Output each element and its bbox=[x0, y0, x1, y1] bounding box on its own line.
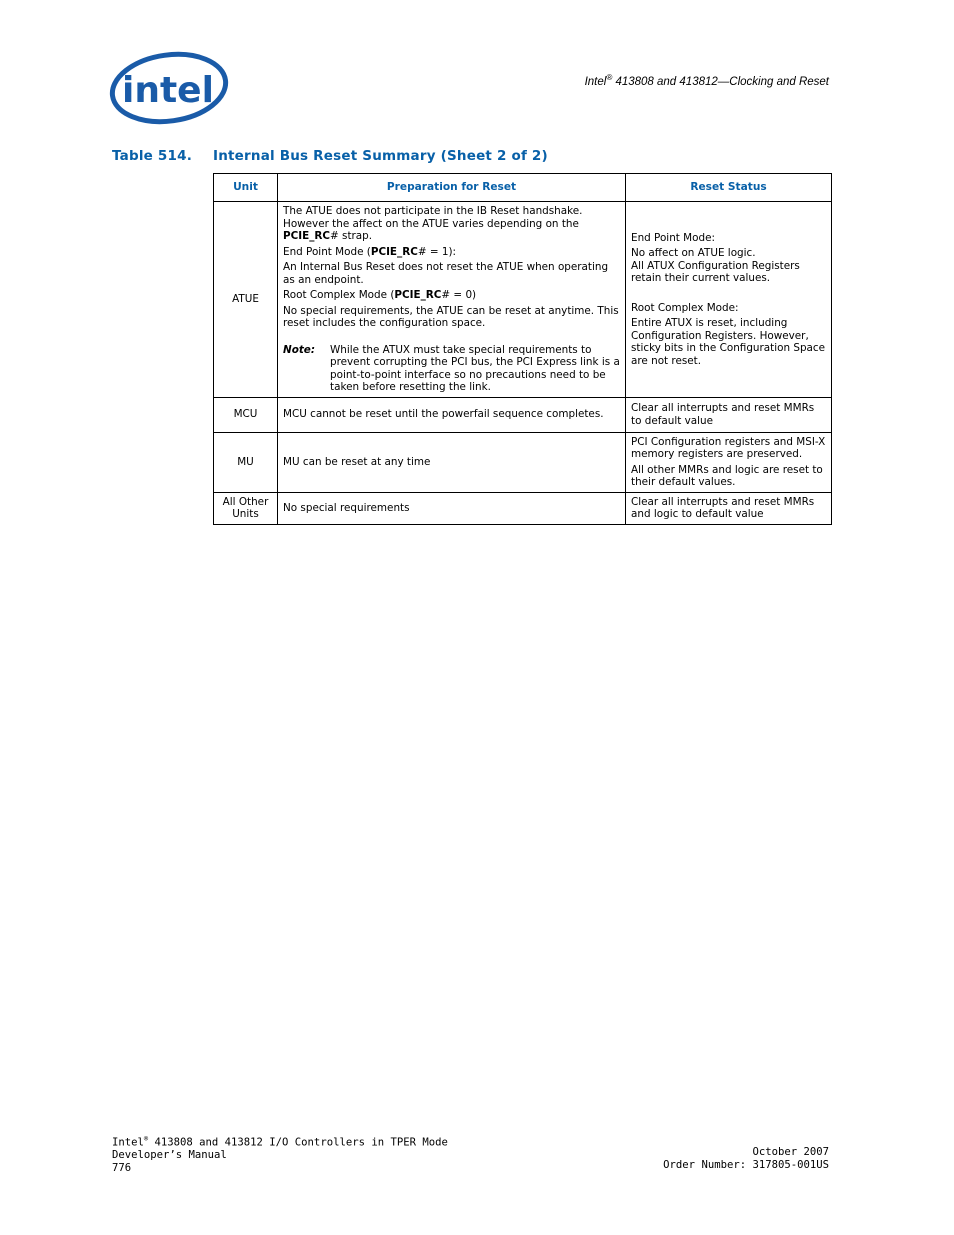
unit-cell: ATUE bbox=[214, 202, 278, 398]
status-cell bbox=[626, 432, 832, 492]
running-header bbox=[585, 73, 829, 88]
status-paragraph: All other MMRs and logic are reset to their default values. bbox=[631, 463, 823, 488]
table-header-row bbox=[214, 174, 832, 202]
prep-paragraph bbox=[283, 205, 620, 243]
prep-text: The ATUE does not participate in the IB Reset handshake. However the affect on the ATUE varies depending on the bbox=[283, 205, 583, 230]
reset-summary-table bbox=[213, 173, 832, 525]
prep-text: # = 1): bbox=[417, 245, 457, 258]
footer-left bbox=[112, 1133, 448, 1174]
table-row bbox=[214, 432, 832, 492]
column-header-unit: Unit bbox=[214, 174, 278, 202]
note-text: While the ATUX must take special requirements to prevent corrupting the PCI bus, the PCI Express link is a point-to-point interface so no precautions need to be taken before resetting the link. bbox=[330, 343, 620, 393]
column-header-preparation: Preparation for Reset bbox=[278, 174, 626, 202]
header-registered: ® bbox=[606, 73, 613, 82]
page-number: 776 bbox=[112, 1161, 132, 1174]
unit-cell: All Other Units bbox=[214, 492, 278, 524]
footer-registered: ® bbox=[143, 1135, 149, 1143]
footer-right bbox=[663, 1146, 829, 1171]
footer-date: October 2007 bbox=[752, 1146, 829, 1158]
intel-logo bbox=[108, 48, 230, 128]
footer-order-number: Order Number: 317805-001US bbox=[663, 1158, 829, 1171]
table-row bbox=[214, 397, 832, 432]
unit-cell: MU bbox=[214, 432, 278, 492]
preparation-cell: MU can be reset at any time bbox=[278, 432, 626, 492]
column-header-status: Reset Status bbox=[626, 174, 832, 202]
preparation-cell bbox=[278, 202, 626, 398]
note bbox=[283, 344, 620, 394]
note-label: Note: bbox=[283, 343, 316, 356]
table-row bbox=[214, 202, 832, 398]
status-paragraph: Entire ATUX is reset, including Configuration Registers. However, sticky bits in the Configuration Space are not reset. bbox=[631, 317, 826, 367]
unit-cell: MCU bbox=[214, 397, 278, 432]
status-paragraph: Root Complex Mode: bbox=[631, 301, 739, 314]
status-cell: Clear all interrupts and reset MMRs to default value bbox=[626, 397, 832, 432]
prep-paragraph bbox=[283, 289, 620, 302]
footer-doc-title bbox=[112, 1133, 448, 1149]
preparation-cell: No special requirements bbox=[278, 492, 626, 524]
logo-text: intel bbox=[122, 70, 214, 111]
strap-name: PCIE_RC bbox=[283, 230, 331, 242]
table-caption-text: Internal Bus Reset Summary (Sheet 2 of 2) bbox=[213, 148, 548, 164]
prep-text: # strap. bbox=[330, 230, 373, 242]
footer-brand: Intel bbox=[112, 1136, 144, 1149]
status-cell: Clear all interrupts and reset MMRs and logic to default value bbox=[626, 492, 832, 524]
status-cell bbox=[626, 202, 832, 398]
footer-title-rest: 413808 and 413812 I/O Controllers in TPER Mode bbox=[148, 1136, 448, 1149]
prep-paragraph: No special requirements, the ATUE can be reset at anytime. This reset includes the configuration space. bbox=[283, 304, 619, 329]
status-paragraph: End Point Mode: bbox=[631, 231, 715, 244]
prep-text: End Point Mode ( bbox=[283, 245, 371, 258]
strap-name: PCIE_RC bbox=[394, 289, 442, 301]
table-number: Table 514. bbox=[112, 148, 193, 164]
status-paragraph: No affect on ATUE logic. bbox=[631, 247, 756, 259]
header-brand: Intel bbox=[584, 75, 607, 88]
table-caption bbox=[112, 148, 548, 164]
prep-paragraph: An Internal Bus Reset does not reset the ATUE when operating as an endpoint. bbox=[283, 261, 609, 286]
strap-name: PCIE_RC bbox=[370, 245, 418, 258]
prep-text: # = 0) bbox=[441, 289, 477, 301]
header-title: 413808 and 413812—Clocking and Reset bbox=[612, 75, 829, 88]
table-row bbox=[214, 492, 832, 524]
prep-paragraph bbox=[283, 246, 620, 259]
preparation-cell: MCU cannot be reset until the powerfail sequence completes. bbox=[278, 397, 626, 432]
prep-text: Root Complex Mode ( bbox=[283, 289, 395, 301]
spacer bbox=[631, 288, 826, 302]
footer-manual: Developer’s Manual bbox=[112, 1149, 227, 1162]
status-paragraph: PCI Configuration registers and MSI-X memory registers are preserved. bbox=[631, 435, 826, 460]
status-paragraph: All ATUX Configuration Registers retain their current values. bbox=[631, 259, 800, 284]
